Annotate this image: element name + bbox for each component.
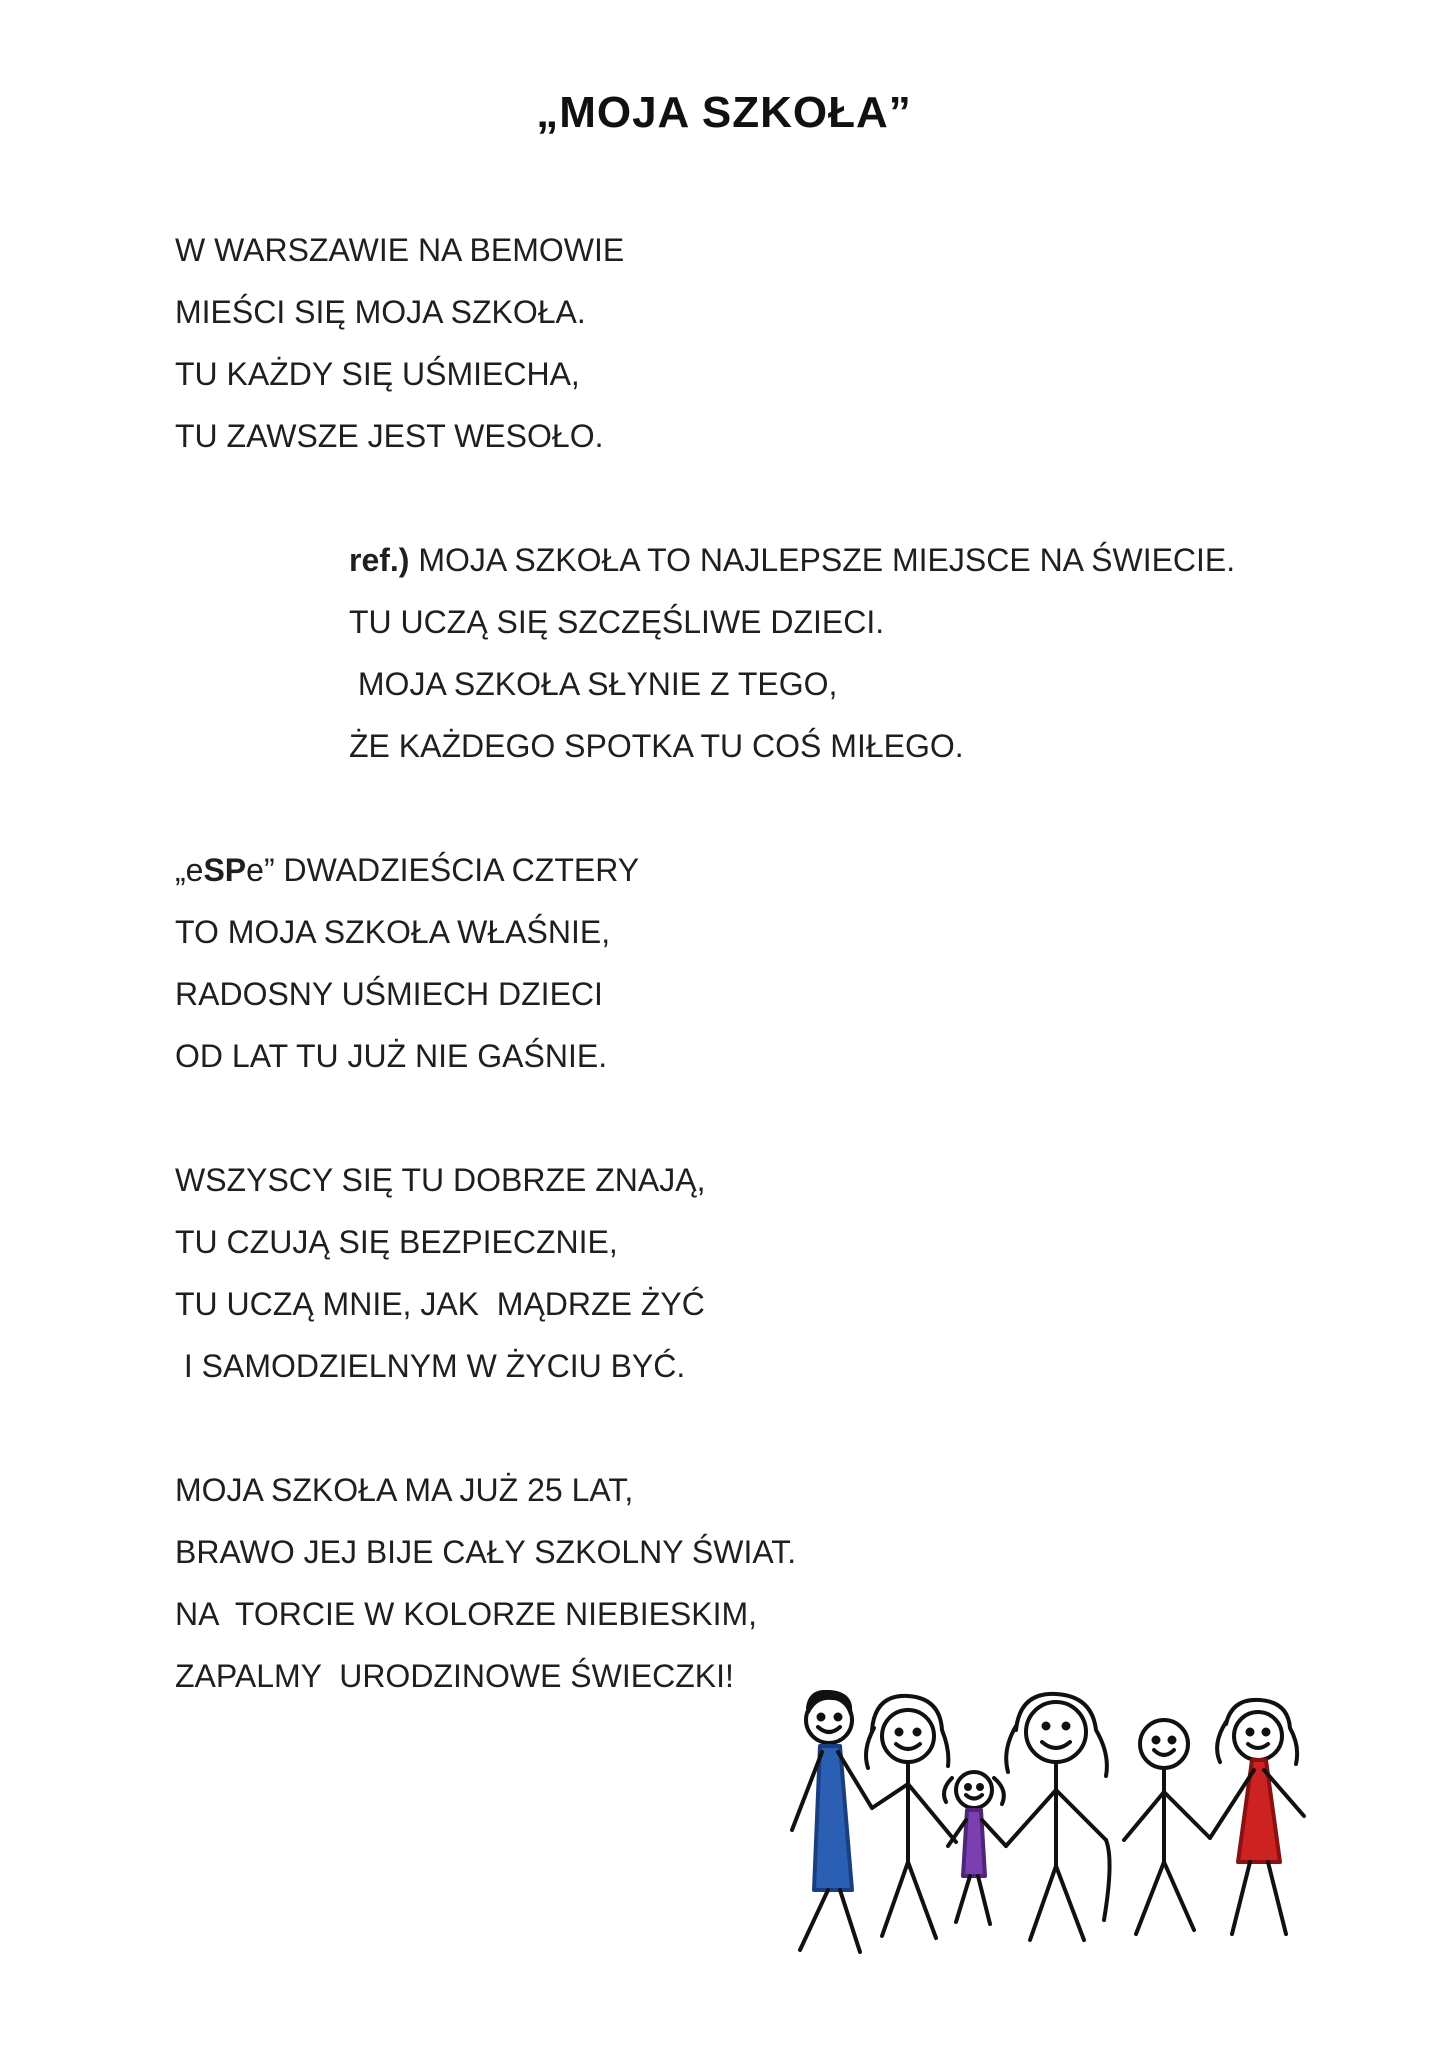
stanza4-line-1: MOJA SZKOŁA MA JUŻ 25 LAT,: [175, 1472, 634, 1508]
poem-title: „MOJA SZKOŁA”: [536, 88, 912, 137]
girl-figure: [1210, 1700, 1304, 1934]
stanza1-line-2: MIEŚCI SIĘ MOJA SZKOŁA.: [175, 294, 586, 330]
father-figure: [792, 1692, 872, 1952]
girl-dress: [1238, 1760, 1280, 1862]
grandmother-figure: [1006, 1694, 1110, 1940]
stanza2-line-4: OD LAT TU JUŻ NIE GAŚNIE.: [175, 1038, 608, 1074]
stanza4-line-3: NA TORCIE W KOLORZE NIEBIESKIM,: [175, 1596, 758, 1632]
stick-figure-family-icon: [780, 1690, 1410, 1990]
stanza2-first-rest: DWADZIEŚCIA CZTERY: [274, 852, 640, 888]
espe-open: „e: [175, 852, 204, 888]
refrain-marker: ref.): [349, 542, 410, 578]
refrain-line-4: ŻE KAŻDEGO SPOTKA TU COŚ MIŁEGO.: [349, 728, 964, 764]
stanza1-line-3: TU KAŻDY SIĘ UŚMIECHA,: [175, 356, 580, 392]
stanza3-line-2: TU CZUJĄ SIĘ BEZPIECZNIE,: [175, 1224, 618, 1260]
refrain-line-3: MOJA SZKOŁA SŁYNIE Z TEGO,: [349, 666, 838, 702]
boy-figure: [1124, 1720, 1210, 1934]
mother-figure: [866, 1696, 956, 1938]
stanza3-line-4: I SAMODZIELNYM W ŻYCIU BYĆ.: [175, 1348, 686, 1384]
stanza1-line-4: TU ZAWSZE JEST WESOŁO.: [175, 418, 604, 454]
refrain-line-1: [349, 540, 1235, 580]
stanza3-line-3: TU UCZĄ MNIE, JAK MĄDRZE ŻYĆ: [175, 1286, 705, 1322]
small-child-figure: [944, 1772, 1006, 1924]
refrain-first-text: MOJA SZKOŁA TO NAJLEPSZE MIEJSCE NA ŚWIECIE.: [409, 542, 1236, 578]
stanza2-line-3: RADOSNY UŚMIECH DZIECI: [175, 976, 603, 1012]
stanza3-line-1: WSZYSCY SIĘ TU DOBRZE ZNAJĄ,: [175, 1162, 706, 1198]
stanza4-line-4: ZAPALMY URODZINOWE ŚWIECZKI!: [175, 1658, 734, 1694]
espe-close: e”: [246, 852, 275, 888]
refrain-line-2: TU UCZĄ SIĘ SZCZĘŚLIWE DZIECI.: [349, 604, 885, 640]
espe-bold: SP: [203, 852, 247, 888]
stanza2-line-2: TO MOJA SZKOŁA WŁAŚNIE,: [175, 914, 611, 950]
stanza4-line-2: BRAWO JEJ BIJE CAŁY SZKOLNY ŚWIAT.: [175, 1534, 797, 1570]
stanza1-line-1: W WARSZAWIE NA BEMOWIE: [175, 232, 625, 268]
stanza2-line-1: [175, 850, 639, 890]
